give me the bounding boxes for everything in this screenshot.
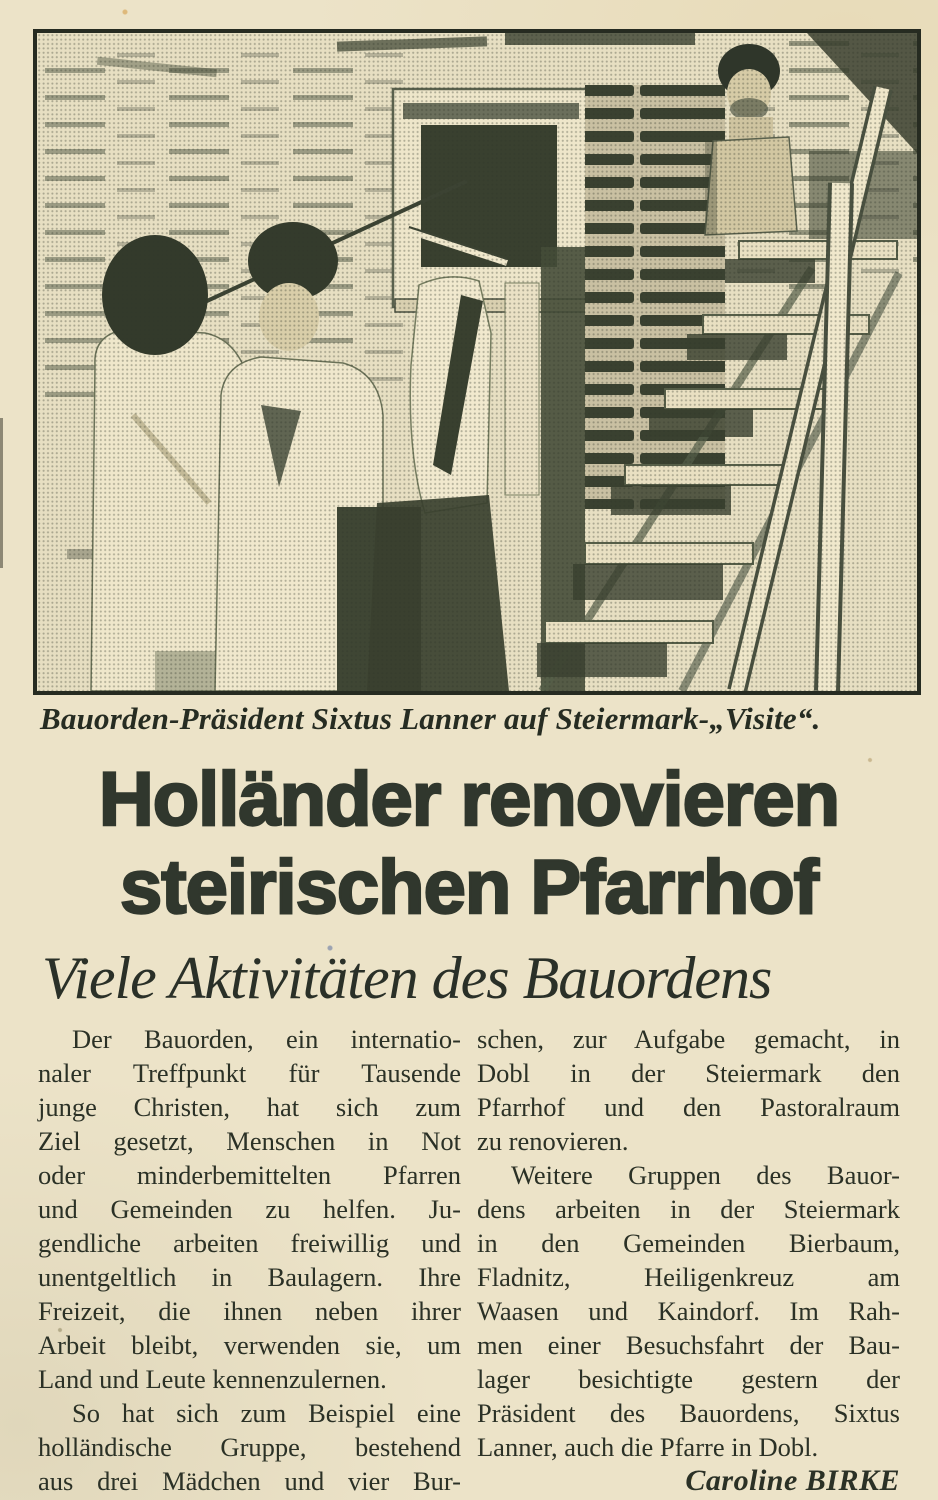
body-line: dens arbeiten in der Steiermark <box>477 1194 900 1224</box>
body-line: in den Gemeinden Bierbaum, <box>477 1228 900 1258</box>
body-line: Waasen und Kaindorf. Im Rah- <box>477 1296 900 1326</box>
body-line: Fladnitz, Heiligenkreuz am <box>477 1262 900 1292</box>
scan-edge-shadow <box>0 418 3 568</box>
body-column-right <box>477 1022 900 1498</box>
body-line: Weitere Gruppen des Bauor- <box>511 1160 900 1190</box>
article-body <box>38 1022 900 1498</box>
byline: Caroline BIRKE <box>685 1464 900 1497</box>
body-line: zu renovieren. <box>477 1126 629 1156</box>
body-line: Präsident des Bauordens, Sixtus <box>477 1398 900 1428</box>
body-line: unentgeltlich in Baulagern. Ihre <box>38 1262 461 1292</box>
body-line: lager besichtigte gestern der <box>477 1364 900 1394</box>
body-line: junge Christen, hat sich zum <box>38 1092 461 1122</box>
body-line: und Gemeinden zu helfen. Ju- <box>38 1194 461 1224</box>
subheadline: Viele Aktivitäten des Bauordens <box>42 945 772 1011</box>
body-line: gendliche arbeiten freiwillig und <box>38 1228 461 1258</box>
body-line: Arbeit bleibt, verwenden sie, um <box>38 1330 461 1360</box>
body-line: Pfarrhof und den Pastoralraum <box>477 1092 900 1122</box>
body-line: Dobl in der Steiermark den <box>477 1058 900 1088</box>
body-line: schen, zur Aufgabe gemacht, in <box>477 1024 900 1054</box>
halftone-texture <box>37 33 917 691</box>
headline <box>0 756 938 932</box>
body-line: Land und Leute kennenzulernen. <box>38 1364 387 1394</box>
photo-caption: Bauorden-Präsident Sixtus Lanner auf Steiermark-„Visite“. <box>40 701 821 736</box>
body-line: Lanner, auch die Pfarre in Dobl. <box>477 1432 819 1462</box>
body-line: Der Bauorden, ein internatio- <box>72 1024 461 1054</box>
headline-line-2: steirischen Pfarrhof <box>120 845 818 930</box>
body-line: naler Treffpunkt für Tausende <box>38 1058 461 1088</box>
body-line: men einer Besuchsfahrt der Bau- <box>477 1330 900 1360</box>
body-line: oder minderbemittelten Pfarren <box>38 1160 461 1190</box>
article-photo <box>33 29 921 695</box>
body-line: Ziel gesetzt, Menschen in Not <box>38 1126 461 1156</box>
headline-line-1: Holländer renovieren <box>98 757 840 842</box>
construction-site-photo <box>37 33 917 691</box>
body-line: Freizeit, die ihnen neben ihrer <box>38 1296 461 1326</box>
body-line: aus drei Mädchen und vier Bur- <box>38 1466 461 1496</box>
body-line: holländische Gruppe, bestehend <box>38 1432 461 1462</box>
body-line: So hat sich zum Beispiel eine <box>72 1398 461 1428</box>
body-column-left <box>38 1022 461 1498</box>
